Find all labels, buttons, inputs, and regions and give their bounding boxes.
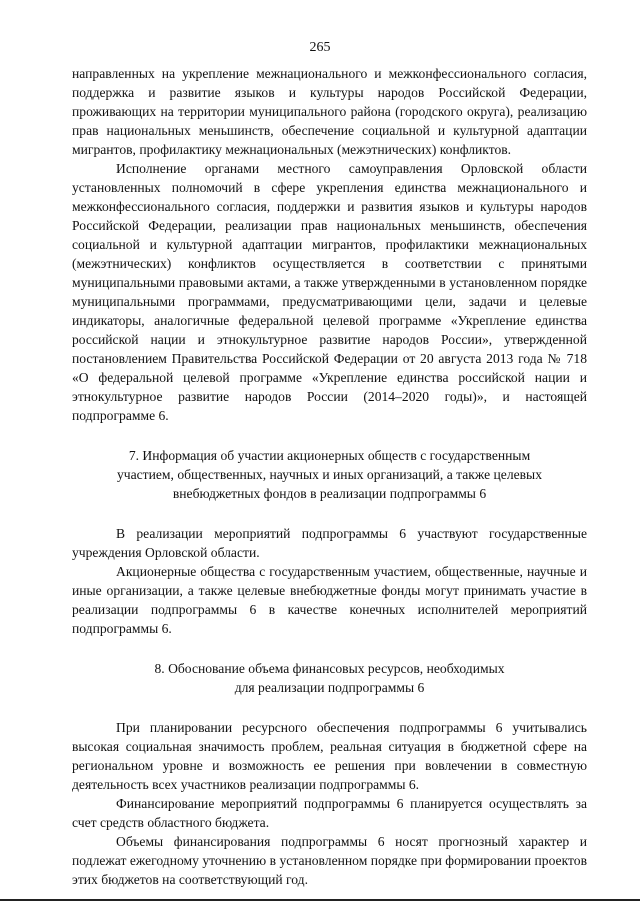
paragraph-continuation: направленных на укрепление межнационального и межконфессионального согласия, поддержка и развитие языков и культуры народов Российской Федерации, проживающих на территории муниципального района (городского округа), реализацию прав национальных меньшинств, обеспечение социальной и культурной адаптации мигрантов, профилактику межнациональных (межэтнических) конфликтов. [72, 66, 587, 157]
section-8-paragraph-1: При планировании ресурсного обеспечения подпрограммы 6 учитывались высокая социальная значимость проблем, реальная ситуация в бюджетной сфере на региональном уровне и возможность ее решения при вовлечении в совместную деятельность всех участников реализации подпрограммы 6. [72, 720, 587, 792]
section-7-paragraph-1: В реализации мероприятий подпрограммы 6 участвуют государственные учреждения Орловской области. [72, 526, 587, 560]
page-content [72, 64, 587, 889]
paragraph-local-government: Исполнение органами местного самоуправления Орловской области установленных полномочий в сфере укрепления единства межнационального и межконфессионального согласия, поддержки и развития языков и культуры народов Российской Федерации, реализации прав национальных меньшинств, обеспечения социальной и культурной адаптации мигрантов, профилактики межнациональных (межэтнических) конфликтов осуществляется в соответствии с принятыми муниципальными правовыми актами, а также утвержденными в установленном порядке муниципальными программами, предусматривающими цели, задачи и целевые индикаторы, аналогичные федеральной целевой программе «Укрепление единства российской нации и этнокультурное развитие народов России», утвержденной постановлением Правительства Российской Федерации от 20 августа 2013 года № 718 «О федеральной целевой программе «Укрепление единства российской нации и этнокультурное развитие народов России (2014–2020 годы)», и настоящей подпрограмме 6. [72, 161, 587, 423]
section-8-paragraph-2: Финансирование мероприятий подпрограммы 6 планируется осуществлять за счет средств областного бюджета. [72, 796, 587, 830]
section-8-heading-line-1: 8. Обоснование объема финансовых ресурсов, необходимых [154, 661, 505, 676]
page-bottom-edge [0, 899, 640, 901]
section-7-heading: 7. Информация об участии акционерных обществ с государственным участием, общественных, научных и иных организаций, а также целевых внебюджетных фондов в реализации подпрограммы 6 [116, 448, 542, 501]
section-8-heading-line-2: для реализации подпрограммы 6 [234, 680, 425, 695]
section-7-paragraph-2: Акционерные общества с государственным участием, общественные, научные и иные организации, а также целевые внебюджетные фонды могут принимать участие в реализации подпрограммы 6 в качестве конечных исполнителей мероприятий подпрограммы 6. [72, 564, 587, 636]
section-8-paragraph-3: Объемы финансирования подпрограммы 6 носят прогнозный характер и подлежат ежегодному уточнению в установленном порядке при формировании проектов этих бюджетов на соответствующий год. [72, 834, 587, 887]
page-number: 265 [309, 40, 331, 55]
